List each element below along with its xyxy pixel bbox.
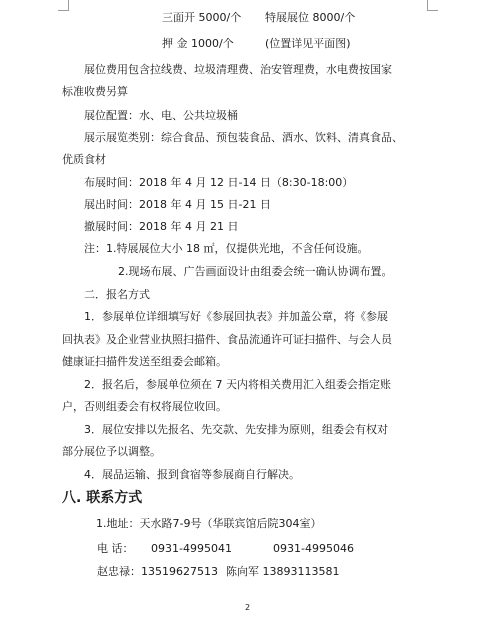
registration-4: 4．展品运输、报到食宿等参展商自行解决。 <box>84 468 300 481</box>
phone-number-1: 0931-4995041 <box>151 542 232 555</box>
price-note: (位置详见平面图) <box>265 37 351 50</box>
page-number: 2 <box>245 603 251 612</box>
contact-person-2: 陈向军 13893113581 <box>226 565 340 578</box>
price-special: 特展展位 8000/个 <box>265 11 356 24</box>
price-deposit: 押 金 1000/个 <box>162 37 234 50</box>
note-line-1: 注：1.特展展位大小 18 ㎡，仅提供光地，不含任何设施。 <box>84 242 369 255</box>
registration-2-line-1: 2．报名后，参展单位须在 7 天内将相关费用汇入组委会指定账 <box>84 378 391 391</box>
page-corner-mark-left <box>58 0 69 11</box>
page-corner-mark-right <box>427 0 438 11</box>
setup-time: 布展时间：2018 年 4 月 12 日-14 日（8:30-18:00） <box>84 176 354 189</box>
note-line-2: 2.现场布展、广告画面设计由组委会统一确认协调布置。 <box>118 265 393 278</box>
categories-line-1: 展示展览类别：综合食品、预包装食品、酒水、饮料、清真食品、 <box>84 131 403 144</box>
phone-number-2: 0931-4995046 <box>273 542 354 555</box>
contact-address: 1.地址：天水路7-9号（华联宾馆后院304室） <box>96 517 322 530</box>
categories-line-2: 优质食材 <box>62 153 106 166</box>
teardown-time: 撤展时间：2018 年 4 月 21 日 <box>84 220 239 233</box>
section-heading-registration: 二．报名方式 <box>84 288 150 301</box>
booth-config: 展位配置：水、电、公共垃圾桶 <box>84 109 238 122</box>
phone-label: 电 话： <box>97 542 134 555</box>
registration-3-line-2: 部分展位予以调整。 <box>62 445 161 458</box>
registration-1-line-1: 1．参展单位详细填写好《参展回执表》并加盖公章，将《参展 <box>84 310 388 323</box>
registration-3-line-1: 3．展位安排以先报名、先交款、先安排为原则，组委会有权对 <box>84 423 388 436</box>
fee-description-line-1: 展位费用包含拉线费、垃圾清理费、治安管理费，水电费按国家 <box>84 63 392 76</box>
price-three-side: 三面开 5000/个 <box>162 11 242 24</box>
registration-2-line-2: 户，否则组委会有权将展位收回。 <box>62 400 227 413</box>
registration-1-line-2: 回执表》及企业营业执照扫描件、食品流通许可证扫描件、与会人员 <box>62 333 392 346</box>
registration-1-line-3: 健康证扫描件发送至组委会邮箱。 <box>62 355 227 368</box>
section-heading-contact: 八. 联系方式 <box>62 490 143 506</box>
exhibit-time: 展出时间：2018 年 4 月 15 日-21 日 <box>84 198 271 211</box>
contact-person-1: 赵忠禄：13519627513 <box>97 565 218 578</box>
fee-description-line-2: 标准收费另算 <box>62 85 128 98</box>
